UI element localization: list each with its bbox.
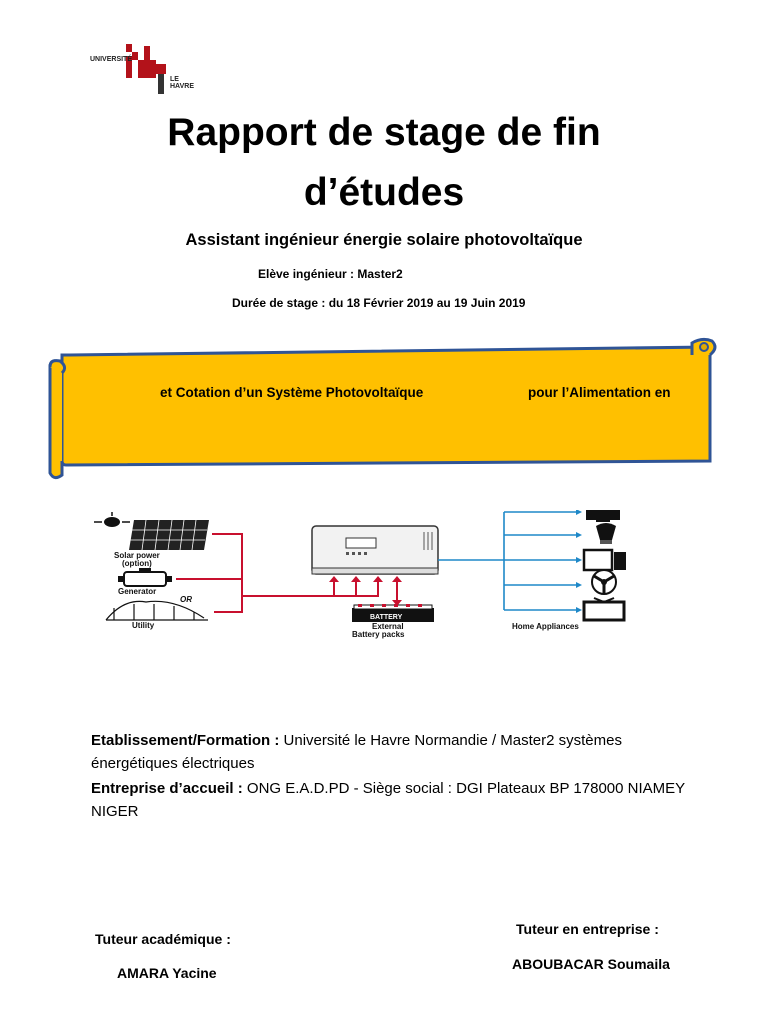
utility-grid-icon xyxy=(106,601,208,620)
title-line-2: d’études xyxy=(303,171,465,214)
etablissement-value: Université le Havre Normandie / Master2 systèmes énergétiques électriques xyxy=(91,732,622,772)
entreprise-label: Entreprise d’accueil : xyxy=(91,780,243,797)
etablissement-label: Etablissement/Formation : xyxy=(91,732,280,749)
entreprise-info xyxy=(91,777,691,823)
fan-icon xyxy=(592,570,616,594)
student-level: Elève ingénieur : Master2 xyxy=(258,267,403,281)
enterprise-tutor-label: Tuteur en entreprise : xyxy=(516,921,659,937)
page-title xyxy=(0,103,768,223)
computer-icon xyxy=(584,550,626,570)
lamp-icon xyxy=(596,523,616,544)
solar-panel-icon xyxy=(129,520,209,550)
load-output-lines xyxy=(438,512,576,610)
internship-duration: Durée de stage : du 18 Février 2019 au 19 Juin 2019 xyxy=(232,296,526,310)
academic-tutor-name: AMARA Yacine xyxy=(117,965,217,981)
sun-icon xyxy=(94,512,130,527)
solar-option-label: (option) xyxy=(122,559,152,568)
arrowheads xyxy=(329,576,402,606)
enterprise-tutor-name: ABOUBACAR Soumaila xyxy=(512,956,670,972)
entreprise-value: ONG E.A.D.PD - Siège social : DGI Plateaux BP 178000 NIAMEY NIGER xyxy=(91,780,685,820)
title-line-1: Rapport de stage de fin xyxy=(167,111,601,154)
pv-system-diagram xyxy=(84,510,684,645)
logo-bottom-text: LE HAVRE xyxy=(170,76,194,90)
subtitle: Assistant ingénieur énergie solaire photovoltaïque xyxy=(185,231,583,249)
external-label: External xyxy=(372,622,404,631)
solar-label: Solar power xyxy=(114,551,160,560)
scroll-banner xyxy=(40,333,730,483)
etablissement-info xyxy=(91,729,691,775)
or-label: OR xyxy=(180,595,192,604)
generator-label: Generator xyxy=(118,587,157,596)
academic-tutor-label: Tuteur académique : xyxy=(95,931,231,947)
university-logo xyxy=(88,42,200,98)
battery-label: BATTERY xyxy=(370,614,403,621)
banner-text-left: et Cotation d’un Système Photovoltaïque xyxy=(160,385,424,400)
tv-set-icon xyxy=(584,598,624,620)
logo-top-text: UNIVERSITÉ xyxy=(90,56,133,63)
utility-label: Utility xyxy=(132,621,155,630)
banner-text-right: pour l’Alimentation en xyxy=(528,385,671,400)
inverter-icon xyxy=(312,526,438,574)
tv-icon xyxy=(586,510,620,522)
appliances-label: Home Appliances xyxy=(512,622,579,631)
generator-icon xyxy=(118,568,172,586)
battery-packs-label: Battery packs xyxy=(352,630,405,639)
